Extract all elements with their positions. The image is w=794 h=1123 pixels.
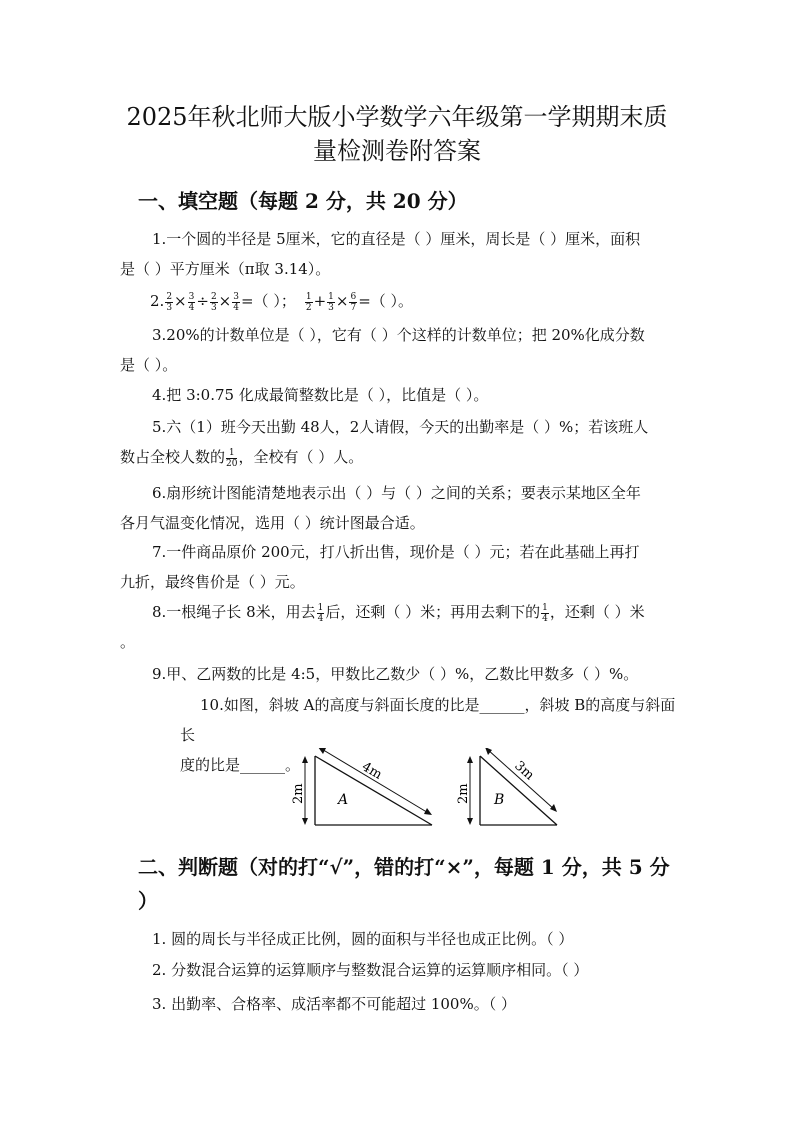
page-title <box>100 100 694 168</box>
question-2 <box>120 286 680 316</box>
operator: × <box>335 292 349 310</box>
question-8-line-2: 。 <box>120 633 136 651</box>
question-1-line-1: 1.一个圆的半径是 5厘米，它的直径是（ ）厘米，周长是（ ）厘米，面积 <box>152 230 641 248</box>
question-7-line-2: 九折，最终售价是（ ）元。 <box>120 573 305 591</box>
fraction-denominator: 2 <box>305 302 312 313</box>
fraction-1 <box>305 292 313 313</box>
fraction-numerator: 1 <box>226 448 237 459</box>
slope-b-name: B <box>494 792 505 808</box>
question-10-line-2: 度的比是______。 <box>180 756 301 774</box>
question-5-text-post: ，全校有（ ）人。 <box>238 448 364 466</box>
fraction-2 <box>327 292 335 313</box>
section-2-heading-line-2: ） <box>138 889 158 913</box>
fraction-3 <box>210 292 218 313</box>
question-8-text-pre: 8.一根绳子长 8米，用去 <box>152 603 316 621</box>
fraction-1 <box>165 292 173 313</box>
question-8-text-post: ，还剩（ ）米 <box>549 603 645 621</box>
operator: × <box>218 292 232 310</box>
question-5-line-1: 5.六（1）班今天出勤 48人，2人请假，今天的出勤率是（ ）%；若该班人 <box>152 418 649 436</box>
fraction-denominator: 3 <box>328 302 334 313</box>
question-7-line-1: 7.一件商品原价 200元，打八折出售，现价是（ ）元；若在此基础上再打 <box>152 543 640 561</box>
fraction-denominator: 7 <box>350 302 357 313</box>
question-3-line-2: 是（ ）。 <box>120 356 178 374</box>
fraction-denominator: 4 <box>188 302 195 313</box>
fraction-denominator: 4 <box>542 613 548 624</box>
judgment-item-3: 3. 出勤率、合格率、成活率都不可能超过 100%。（ ） <box>152 995 517 1013</box>
question-6-line-1: 6.扇形统计图能清楚地表示出（ ）与（ ）之间的关系；要表示某地区全年 <box>152 484 641 502</box>
fraction-3 <box>349 292 357 313</box>
fraction-numerator: 6 <box>350 291 357 302</box>
slope-a <box>291 748 432 825</box>
slope-a-name: A <box>338 792 349 808</box>
fraction-denominator: 3 <box>210 302 217 313</box>
arrow-downright-icon <box>550 804 557 812</box>
fraction-denominator: 20 <box>226 458 238 469</box>
section-2-heading <box>138 852 688 916</box>
operator: =（ ）； <box>240 292 296 310</box>
fraction-2 <box>188 292 196 313</box>
fraction-denominator: 3 <box>166 302 173 313</box>
question-10-line-1: 10.如图，斜坡 A的高度与斜面长度的比是______，斜坡 B的高度与斜面长 <box>180 696 676 744</box>
section-1-heading: 一、填空题（每题 2 分，共 20 分） <box>138 189 468 213</box>
slopes-figure <box>280 748 580 838</box>
slope-b <box>456 748 557 825</box>
fraction-numerator: 3 <box>233 291 239 302</box>
question-9: 9.甲、乙两数的比是 4:5，甲数比乙数少（ ）%，乙数比甲数多（ ）%。 <box>152 665 639 683</box>
question-7 <box>120 537 680 597</box>
question-6-line-2: 各月气温变化情况，选用（ ）统计图最合适。 <box>120 514 425 532</box>
operator: + <box>313 292 327 310</box>
judgment-item-2: 2. 分数混合运算的运算顺序与整数混合运算的运算顺序相同。（ ） <box>152 961 589 979</box>
fraction-numerator: 3 <box>188 291 195 302</box>
operator: × <box>174 292 187 310</box>
question-3 <box>120 320 680 380</box>
arrow-down-icon <box>467 818 473 825</box>
question-5-text-pre: 数占全校人数的 <box>120 448 226 466</box>
question-3-line-1: 3.20%的计数单位是（ ），它有（ ）个这样的计数单位；把 20%化成分数 <box>152 326 645 344</box>
question-8-line-1 <box>120 597 680 627</box>
question-8-fraction-1 <box>317 603 325 624</box>
question-2-expression-2 <box>304 291 414 313</box>
question-8-text-mid: 后，还剩（ ）米；再用去剩下的 <box>325 603 541 621</box>
arrow-down-icon <box>302 818 308 825</box>
fraction-denominator: 4 <box>317 613 324 624</box>
arrow-upleft-icon <box>485 748 492 755</box>
slope-a-height-label: 2m <box>291 783 306 804</box>
operator: ÷ <box>196 292 209 310</box>
fraction-numerator: 1 <box>542 602 548 613</box>
operator: =（ ）。 <box>358 292 414 310</box>
fraction-numerator: 1 <box>305 291 312 302</box>
question-5 <box>120 412 680 472</box>
fraction-denominator: 4 <box>233 302 239 313</box>
section-2-heading-line-1: 二、判断题（对的打“√”，错的打“×”，每题 1 分，共 5 分 <box>138 855 670 879</box>
title-line-2: 量检测卷附答案 <box>313 137 481 165</box>
question-4: 4.把 3:0.75 化成最简整数比是（ ），比值是（ ）。 <box>152 386 489 404</box>
slope-b-height-label: 2m <box>456 783 471 804</box>
judgment-item-1: 1. 圆的周长与半径成正比例，圆的面积与半径也成正比例。（ ） <box>152 930 574 948</box>
fraction-numerator: 1 <box>328 291 334 302</box>
slope-a-length-label: 4m <box>359 759 385 783</box>
question-2-expression-1 <box>164 291 296 313</box>
title-line-1: 2025年秋北师大版小学数学六年级第一学期期末质 <box>126 103 668 131</box>
question-5-fraction <box>226 448 237 469</box>
question-2-prefix: 2. <box>150 292 165 310</box>
fraction-numerator: 2 <box>210 291 217 302</box>
arrow-up-icon <box>302 756 308 763</box>
fraction-numerator: 2 <box>166 291 173 302</box>
question-8-fraction-2 <box>541 603 549 624</box>
question-6 <box>120 478 680 538</box>
fraction-4 <box>232 292 240 313</box>
slope-b-length-label: 3m <box>511 758 537 784</box>
question-1 <box>120 224 680 284</box>
question-1-line-2: 是（ ）平方厘米（π取 3.14）。 <box>120 260 331 278</box>
arrow-up-icon <box>467 756 473 763</box>
question-5-line-2 <box>120 442 680 472</box>
fraction-numerator: 1 <box>317 602 324 613</box>
question-8 <box>120 597 680 657</box>
